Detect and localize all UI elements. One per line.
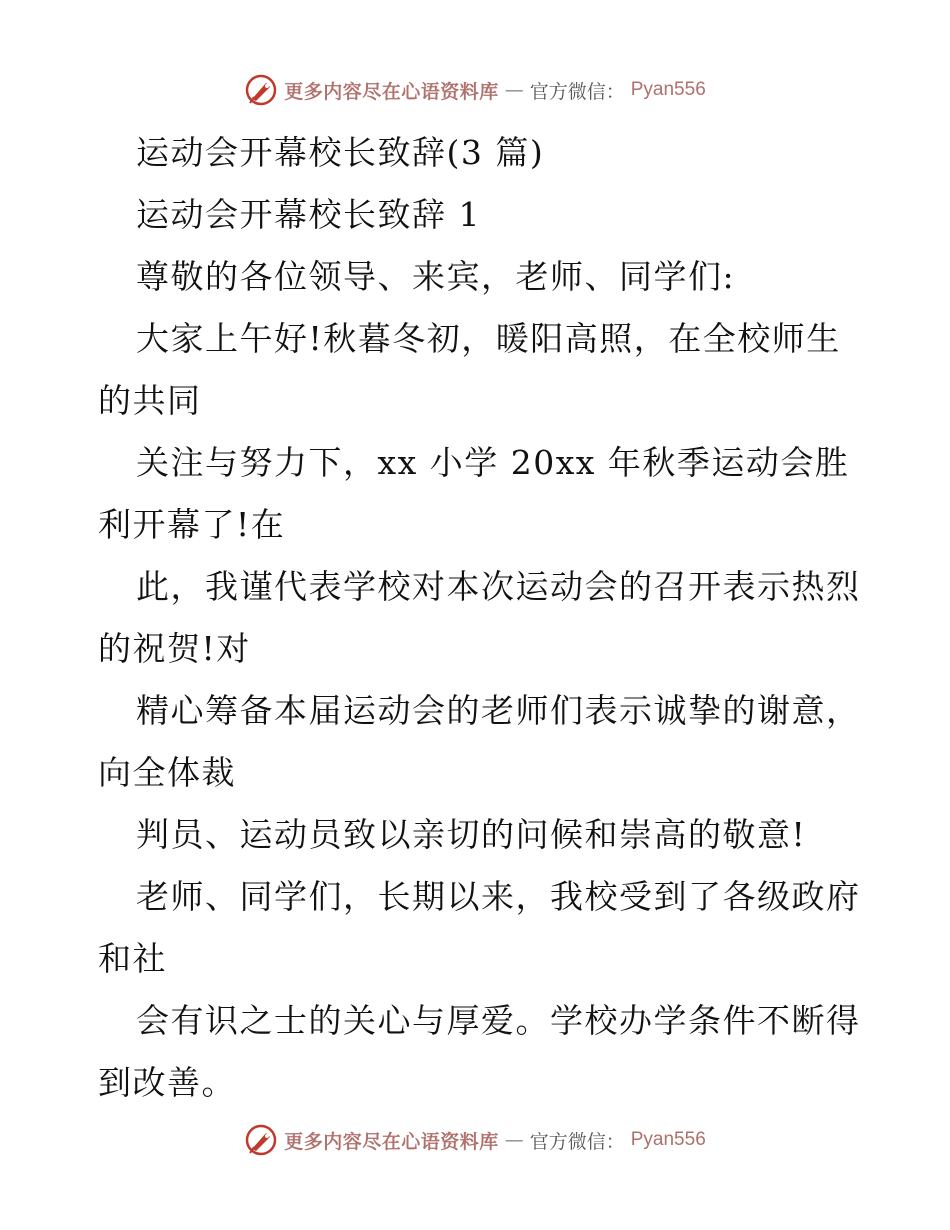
banner-dash: — [504, 1129, 524, 1151]
paragraph-line: 精心筹备本届运动会的老师们表示诚挚的谢意， [136, 691, 861, 730]
banner-wechat-label: 官方微信： [529, 1130, 625, 1153]
banner-wechat-id: Pyan556 [630, 79, 706, 100]
paragraph-line: 到改善。 [98, 1063, 236, 1102]
banner-site-name: 更多内容尽在心语资料库 [284, 80, 499, 103]
banner-wechat-label: 官方微信： [529, 80, 625, 103]
banner-wechat-id: Pyan556 [630, 1129, 706, 1150]
doc-subtitle: 运动会开幕校长致辞 1 [136, 195, 481, 234]
pen-nib-logo-icon [244, 73, 278, 107]
paragraph-line: 和社 [98, 939, 167, 978]
pen-nib-logo-icon [244, 1123, 278, 1157]
paragraph-line: 关注与努力下，xx 小学 20xx 年秋季运动会胜 [136, 443, 850, 482]
paragraph-line: 会有识之士的关心与厚爱。学校办学条件不断得 [136, 1001, 861, 1040]
document-body [98, 122, 861, 1114]
footer-banner [0, 1120, 950, 1160]
banner-dash: — [504, 79, 524, 101]
doc-title: 运动会开幕校长致辞(3 篇) [136, 133, 545, 172]
paragraph-line: 大家上午好!秋暮冬初，暖阳高照，在全校师生 [136, 319, 841, 358]
banner-site-name: 更多内容尽在心语资料库 [284, 1130, 499, 1153]
salutation: 尊敬的各位领导、来宾，老师、同学们: [136, 257, 736, 296]
paragraph-line: 的共同 [98, 381, 202, 420]
paragraph-line: 向全体裁 [98, 753, 236, 792]
header-banner [0, 70, 950, 110]
paragraph-line: 利开幕了!在 [98, 505, 286, 544]
paragraph-line: 判员、运动员致以亲切的问候和崇高的敬意! [136, 815, 807, 854]
paragraph-line: 的祝贺!对 [98, 629, 251, 668]
paragraph-line: 此，我谨代表学校对本次运动会的召开表示热烈 [136, 567, 861, 606]
paragraph-line: 老师、同学们，长期以来，我校受到了各级政府 [136, 877, 861, 916]
